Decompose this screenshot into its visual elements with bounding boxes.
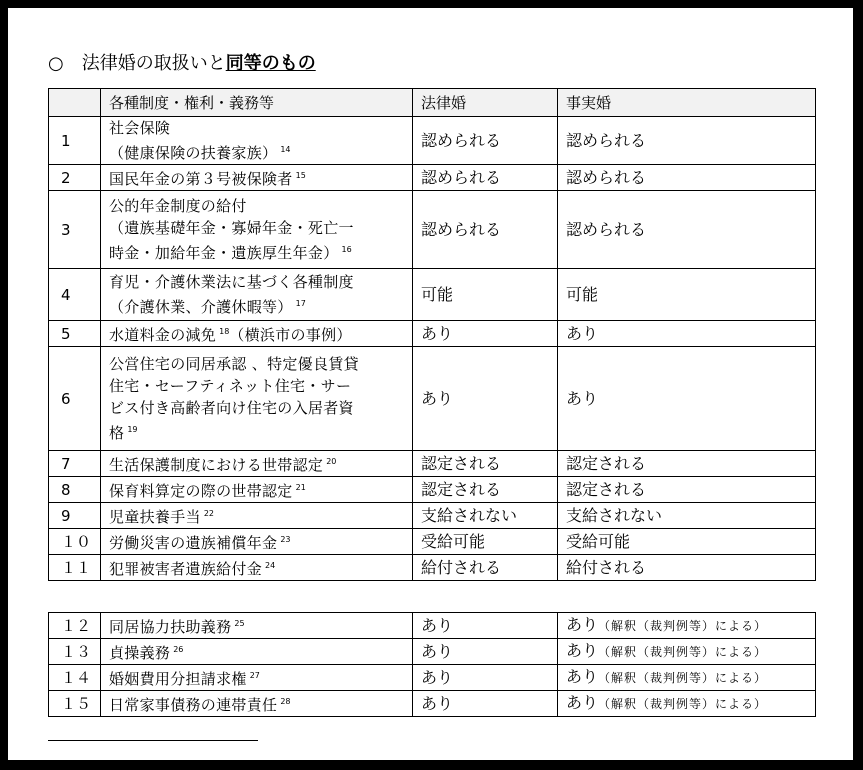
item-line: （健康保険の扶養家族） xyxy=(109,144,278,162)
table-row xyxy=(49,117,816,165)
table-row xyxy=(49,613,816,639)
defacto-marriage-value xyxy=(558,347,816,451)
table-row xyxy=(49,451,816,477)
defacto-value-text: 認定される xyxy=(566,453,647,473)
defacto-marriage-value xyxy=(558,613,816,639)
table-row xyxy=(49,555,816,581)
row-item xyxy=(101,321,413,347)
defacto-value-text: あり xyxy=(566,641,599,660)
defacto-value-text: 認定される xyxy=(566,479,647,499)
defacto-value-text: あり xyxy=(566,323,599,343)
legal-marriage-value: あり xyxy=(413,613,558,639)
item-line: 日常家事債務の連帯責任 xyxy=(109,696,278,714)
row-item xyxy=(101,191,413,269)
legal-marriage-value: 認められる xyxy=(413,165,558,191)
item-line: ビス付き高齢者向け住宅の入居者資 xyxy=(109,399,354,417)
defacto-marriage-value xyxy=(558,665,816,691)
interpretation-note: （解釈（裁判例等）による） xyxy=(598,697,768,711)
defacto-marriage-value xyxy=(558,503,816,529)
defacto-value-text: あり xyxy=(566,693,599,712)
row-number: 6 xyxy=(49,347,101,451)
item-line: 住宅・セーフティネット住宅・サー xyxy=(109,377,352,395)
obligations-table xyxy=(48,612,816,717)
row-number: 4 xyxy=(49,269,101,321)
legal-marriage-value: 可能 xyxy=(413,269,558,321)
item-line: 保育料算定の際の世帯認定 xyxy=(109,482,293,500)
legal-marriage-value: あり xyxy=(413,321,558,347)
header-defacto-marriage: 事実婚 xyxy=(558,89,816,117)
row-item xyxy=(101,347,413,451)
defacto-marriage-value xyxy=(558,165,816,191)
row-item xyxy=(101,691,413,717)
legal-marriage-value: 認められる xyxy=(413,117,558,165)
row-item xyxy=(101,477,413,503)
footnote-separator xyxy=(48,740,258,741)
defacto-marriage-value xyxy=(558,691,816,717)
row-number: 9 xyxy=(49,503,101,529)
row-item xyxy=(101,117,413,165)
footnote-ref: 19 xyxy=(127,425,138,434)
interpretation-note: （解釈（裁判例等）による） xyxy=(598,671,768,685)
item-line: （介護休業、介護休暇等） xyxy=(109,298,293,316)
item-line: 犯罪被害者遺族給付金 xyxy=(109,560,263,578)
defacto-value-text: 認められる xyxy=(566,219,647,239)
table-row xyxy=(49,665,816,691)
defacto-value-text: 給付される xyxy=(566,557,647,577)
footnote-ref: 24 xyxy=(265,561,276,570)
footnote-ref: 26 xyxy=(173,645,184,654)
footnote-ref: 27 xyxy=(249,671,260,680)
legal-marriage-value: あり xyxy=(413,691,558,717)
row-item xyxy=(101,451,413,477)
table-row xyxy=(49,503,816,529)
row-number: １５ xyxy=(49,691,101,717)
item-line: （遺族基礎年金・寡婦年金・死亡一 xyxy=(109,219,354,237)
legal-marriage-value: あり xyxy=(413,347,558,451)
defacto-marriage-value xyxy=(558,477,816,503)
defacto-value-text: あり xyxy=(566,667,599,686)
defacto-value-text: あり xyxy=(566,615,599,634)
table-row xyxy=(49,347,816,451)
footnote-ref: 21 xyxy=(295,483,306,492)
defacto-value-text: 可能 xyxy=(566,284,599,304)
row-number: １０ xyxy=(49,529,101,555)
defacto-value-text: 受給可能 xyxy=(566,531,631,551)
defacto-marriage-value xyxy=(558,117,816,165)
item-line: 生活保護制度における世帯認定 xyxy=(109,456,324,474)
defacto-marriage-value xyxy=(558,321,816,347)
row-number: １２ xyxy=(49,613,101,639)
title-text: 法律婚の取扱いと xyxy=(81,53,226,74)
table-row xyxy=(49,691,816,717)
table-row xyxy=(49,477,816,503)
table-row xyxy=(49,269,816,321)
legal-marriage-value: 認定される xyxy=(413,451,558,477)
table-row xyxy=(49,191,816,269)
table-row xyxy=(49,529,816,555)
interpretation-note: （解釈（裁判例等）による） xyxy=(598,619,768,633)
defacto-marriage-value xyxy=(558,639,816,665)
title-underlined-text: 同等のもの xyxy=(225,53,316,74)
defacto-value-text: 認められる xyxy=(566,167,647,187)
document-page xyxy=(8,8,853,760)
item-line: 労働災害の遺族補償年金 xyxy=(109,534,278,552)
footnote-ref: 25 xyxy=(234,619,245,628)
row-item xyxy=(101,269,413,321)
row-item xyxy=(101,503,413,529)
item-line: 時金・加給年金・遺族厚生年金） xyxy=(109,244,339,262)
defacto-value-text: 認められる xyxy=(566,130,647,150)
row-item xyxy=(101,613,413,639)
row-number: １１ xyxy=(49,555,101,581)
table-header-row xyxy=(49,89,816,117)
defacto-value-text: あり xyxy=(566,388,599,408)
row-number: １４ xyxy=(49,665,101,691)
defacto-marriage-value xyxy=(558,451,816,477)
section-title xyxy=(48,49,316,75)
legal-marriage-value: 認定される xyxy=(413,477,558,503)
row-item xyxy=(101,639,413,665)
defacto-marriage-value xyxy=(558,529,816,555)
row-number: 2 xyxy=(49,165,101,191)
footnote-ref: 14 xyxy=(280,145,291,154)
item-line: 同居協力扶助義務 xyxy=(109,618,232,636)
table-row xyxy=(49,639,816,665)
footnote-ref: 16 xyxy=(341,245,352,254)
defacto-marriage-value xyxy=(558,555,816,581)
item-line: 国民年金の第３号被保険者 xyxy=(109,170,293,188)
item-line: 児童扶養手当 xyxy=(109,508,201,526)
comparison-table xyxy=(48,88,816,581)
item-line: 水道料金の減免 xyxy=(109,326,217,344)
footnote-ref: 22 xyxy=(203,509,214,518)
circle-bullet: ○ xyxy=(48,53,64,74)
row-number: 1 xyxy=(49,117,101,165)
legal-marriage-value: 認められる xyxy=(413,191,558,269)
item-line: 公営住宅の同居承認 、特定優良賃貸 xyxy=(109,355,359,373)
row-number: 5 xyxy=(49,321,101,347)
footnote-ref: 17 xyxy=(295,299,306,308)
legal-marriage-value: 受給可能 xyxy=(413,529,558,555)
row-number: 8 xyxy=(49,477,101,503)
header-legal-marriage: 法律婚 xyxy=(413,89,558,117)
item-line: 貞操義務 xyxy=(109,644,171,662)
header-item: 各種制度・権利・義務等 xyxy=(101,89,413,117)
interpretation-note: （解釈（裁判例等）による） xyxy=(598,645,768,659)
item-suffix: （横浜市の事例） xyxy=(229,326,352,344)
defacto-value-text: 支給されない xyxy=(566,505,663,525)
legal-marriage-value: あり xyxy=(413,665,558,691)
row-number: 7 xyxy=(49,451,101,477)
defacto-marriage-value xyxy=(558,269,816,321)
footnote-ref: 20 xyxy=(326,457,337,466)
item-line: 婚姻費用分担請求権 xyxy=(109,670,247,688)
legal-marriage-value: あり xyxy=(413,639,558,665)
row-item xyxy=(101,555,413,581)
item-line: 格 xyxy=(109,424,125,442)
row-number: 3 xyxy=(49,191,101,269)
item-line: 公的年金制度の給付 xyxy=(109,197,247,215)
footnote-ref: 28 xyxy=(280,697,291,706)
header-number xyxy=(49,89,101,117)
row-item xyxy=(101,665,413,691)
footnote-ref: 15 xyxy=(295,171,306,180)
item-line: 育児・介護休業法に基づく各種制度 xyxy=(109,273,354,291)
table-row xyxy=(49,165,816,191)
footnote-ref: 18 xyxy=(219,327,230,336)
footnote-ref: 23 xyxy=(280,535,291,544)
defacto-marriage-value xyxy=(558,191,816,269)
row-number: １３ xyxy=(49,639,101,665)
item-line: 社会保険 xyxy=(109,119,171,137)
table-row xyxy=(49,321,816,347)
row-item xyxy=(101,165,413,191)
row-item xyxy=(101,529,413,555)
legal-marriage-value: 給付される xyxy=(413,555,558,581)
legal-marriage-value: 支給されない xyxy=(413,503,558,529)
